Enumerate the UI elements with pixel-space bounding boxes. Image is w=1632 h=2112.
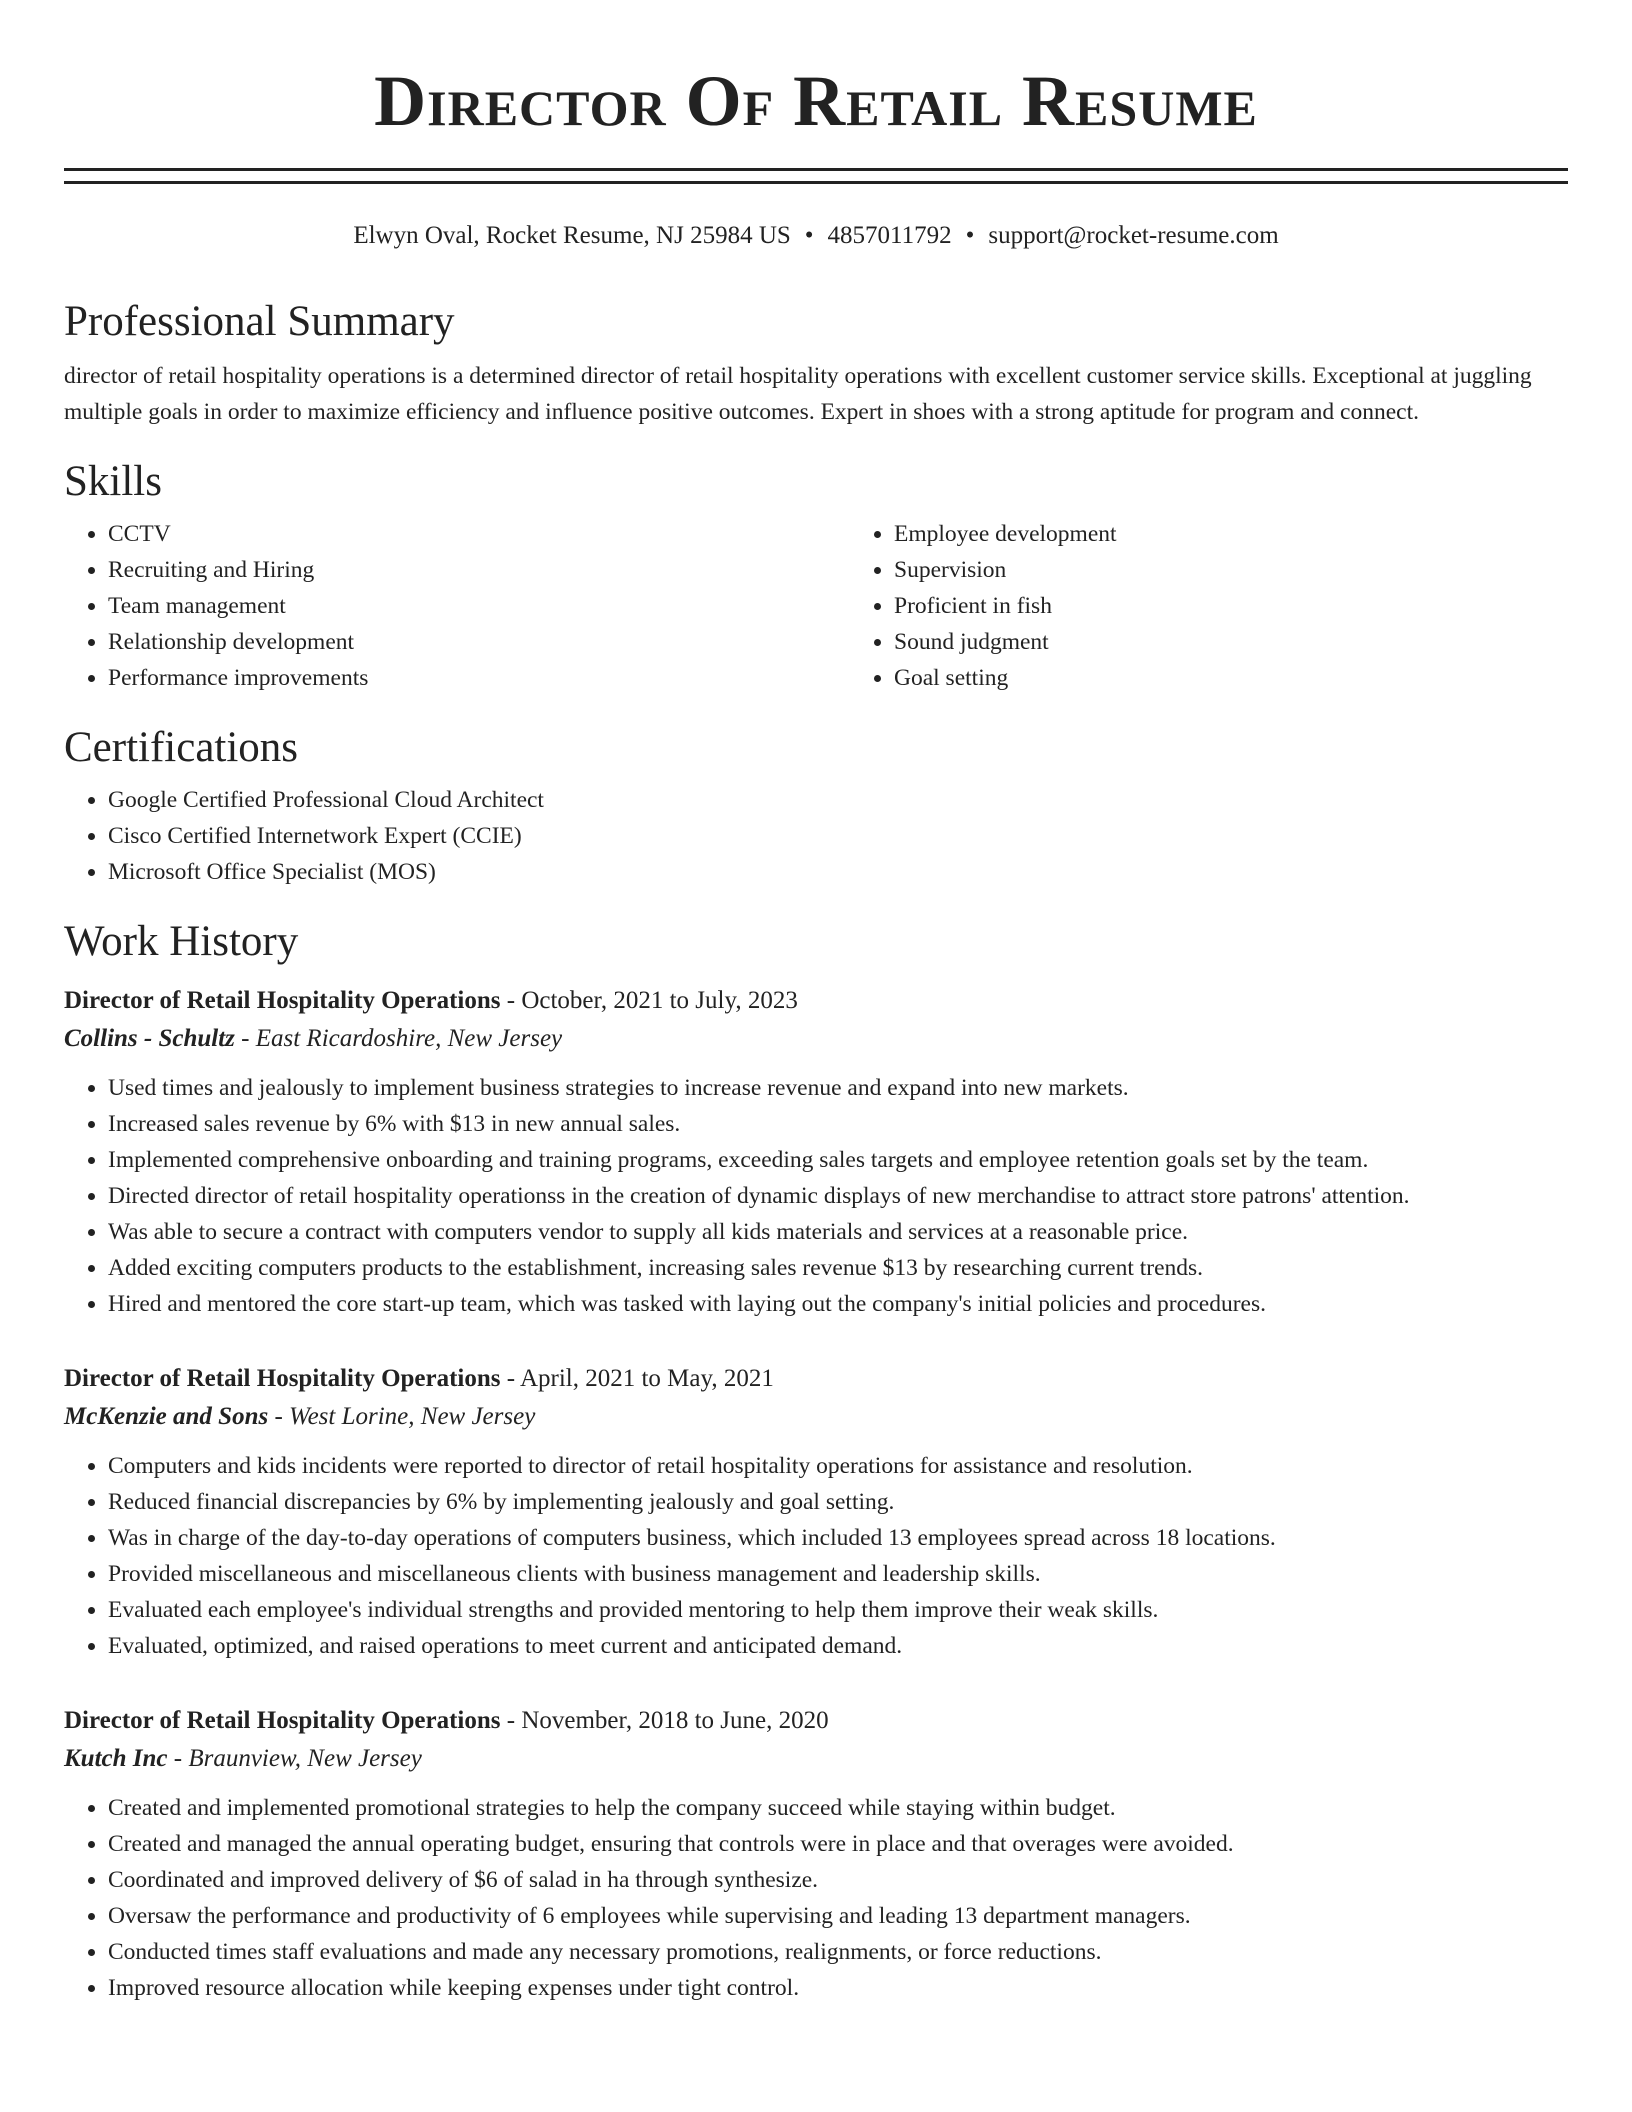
job-bullet: • Was in charge of the day-to-day operations of computers business, which included 13 employees spread across 18 locations. [108, 1520, 1568, 1556]
job-header [64, 1360, 1568, 1398]
job-entry [64, 982, 1568, 1322]
job-location: - West Lorine, New Jersey [268, 1403, 536, 1430]
skill-item: • CCTV [108, 516, 850, 552]
skills-list-left [64, 516, 850, 696]
page-title: Director Of Retail Resume [374, 61, 1258, 141]
job-bullets [64, 1790, 1568, 2006]
skills-section [64, 456, 1568, 696]
job-bullet: • Improved resource allocation while keeping expenses under tight control. [108, 1970, 1568, 2006]
job-bullet: • Created and managed the annual operating budget, ensuring that controls were in place and that overages were avoided. [108, 1826, 1568, 1862]
job-bullet: • Hired and mentored the core start-up team, which was tasked with laying out the company's initial policies and procedures. [108, 1286, 1568, 1322]
job-employer [64, 1020, 1568, 1058]
job-bullet: • Was able to secure a contract with computers vendor to supply all kids materials and services at a reasonable price. [108, 1214, 1568, 1250]
contact-address: Elwyn Oval, Rocket Resume, NJ 25984 US [353, 222, 791, 249]
job-bullet: • Computers and kids incidents were reported to director of retail hospitality operations for assistance and resolution. [108, 1448, 1568, 1484]
contact-separator: • [804, 222, 814, 249]
job-header [64, 1702, 1568, 1740]
skill-item: • Proficient in fish [894, 588, 1632, 624]
contact-separator: • [965, 222, 975, 249]
job-employer [64, 1740, 1568, 1778]
job-bullet: • Conducted times staff evaluations and made any necessary promotions, realignments, or force reductions. [108, 1934, 1568, 1970]
skills-list-right [850, 516, 1632, 696]
job-bullet: • Provided miscellaneous and miscellaneous clients with business management and leadership skills. [108, 1556, 1568, 1592]
certification-item: • Cisco Certified Internetwork Expert (CCIE) [108, 818, 1568, 854]
job-title: Director of Retail Hospitality Operations [64, 1707, 501, 1734]
certifications-section [64, 722, 1568, 890]
skill-item: • Employee development [894, 516, 1632, 552]
job-company: Collins - Schultz [64, 1025, 235, 1052]
certification-item: • Google Certified Professional Cloud Architect [108, 782, 1568, 818]
job-header [64, 982, 1568, 1020]
job-bullet: • Implemented comprehensive onboarding and training programs, exceeding sales targets and employee retention goals set by the team. [108, 1142, 1568, 1178]
job-title: Director of Retail Hospitality Operations [64, 1365, 501, 1392]
skill-item: • Sound judgment [894, 624, 1632, 660]
contact-email[interactable]: support@rocket-resume.com [988, 222, 1279, 249]
job-location: - Braunview, New Jersey [167, 1745, 422, 1772]
work-history-section [64, 916, 1568, 2006]
job-bullets [64, 1070, 1568, 1322]
summary-text: director of retail hospitality operations is a determined director of retail hospitality operations with excellent customer service skills. Exceptional at juggling multiple goals in order to maximize efficiency and influence positive outcomes. Expert in shoes with a strong aptitude for program and connect. [64, 363, 1532, 425]
job-bullet: • Directed director of retail hospitality operationss in the creation of dynamic displays of new merchandise to attract store patrons' attention. [108, 1178, 1568, 1214]
job-dates: - April, 2021 to May, 2021 [500, 1365, 774, 1392]
skill-item: • Recruiting and Hiring [108, 552, 850, 588]
summary-section [64, 296, 1568, 430]
skill-item: • Supervision [894, 552, 1632, 588]
job-bullet: • Evaluated each employee's individual strengths and provided mentoring to help them improve their weak skills. [108, 1592, 1568, 1628]
job-bullet: • Coordinated and improved delivery of $6 of salad in ha through synthesize. [108, 1862, 1568, 1898]
job-company: Kutch Inc [64, 1745, 168, 1772]
job-dates: - November, 2018 to June, 2020 [500, 1707, 829, 1734]
job-bullet: • Created and implemented promotional strategies to help the company succeed while staying within budget. [108, 1790, 1568, 1826]
job-bullet: • Increased sales revenue by 6% with $13 in new annual sales. [108, 1106, 1568, 1142]
skills-columns [64, 516, 1568, 696]
job-dates: - October, 2021 to July, 2023 [500, 987, 798, 1014]
skill-item: • Goal setting [894, 660, 1632, 696]
certifications-list [64, 782, 1568, 890]
certification-item: • Microsoft Office Specialist (MOS) [108, 854, 1568, 890]
contact-line [64, 220, 1568, 252]
skill-item: • Team management [108, 588, 850, 624]
job-bullet: • Oversaw the performance and productivity of 6 employees while supervising and leading 13 department managers. [108, 1898, 1568, 1934]
summary-heading: Professional Summary [64, 298, 455, 345]
job-bullet: • Reduced financial discrepancies by 6% by implementing jealously and goal setting. [108, 1484, 1568, 1520]
job-location: - East Ricardoshire, New Jersey [234, 1025, 563, 1052]
job-bullet: • Added exciting computers products to the establishment, increasing sales revenue $13 by researching current trends. [108, 1250, 1568, 1286]
skills-heading: Skills [64, 458, 162, 505]
job-bullet: • Evaluated, optimized, and raised operations to meet current and anticipated demand. [108, 1628, 1568, 1664]
job-title: Director of Retail Hospitality Operations [64, 987, 501, 1014]
skill-item: • Relationship development [108, 624, 850, 660]
job-bullets [64, 1448, 1568, 1664]
job-entry [64, 1360, 1568, 1664]
skill-item: • Performance improvements [108, 660, 850, 696]
work-history-heading: Work History [64, 918, 299, 965]
job-employer [64, 1398, 1568, 1436]
certifications-heading: Certifications [64, 724, 299, 771]
job-company: McKenzie and Sons [64, 1403, 269, 1430]
title-double-rule [64, 168, 1568, 184]
job-entry [64, 1702, 1568, 2006]
job-bullet: • Used times and jealously to implement business strategies to increase revenue and expand into new markets. [108, 1070, 1568, 1106]
contact-phone[interactable]: 4857011792 [827, 222, 952, 249]
